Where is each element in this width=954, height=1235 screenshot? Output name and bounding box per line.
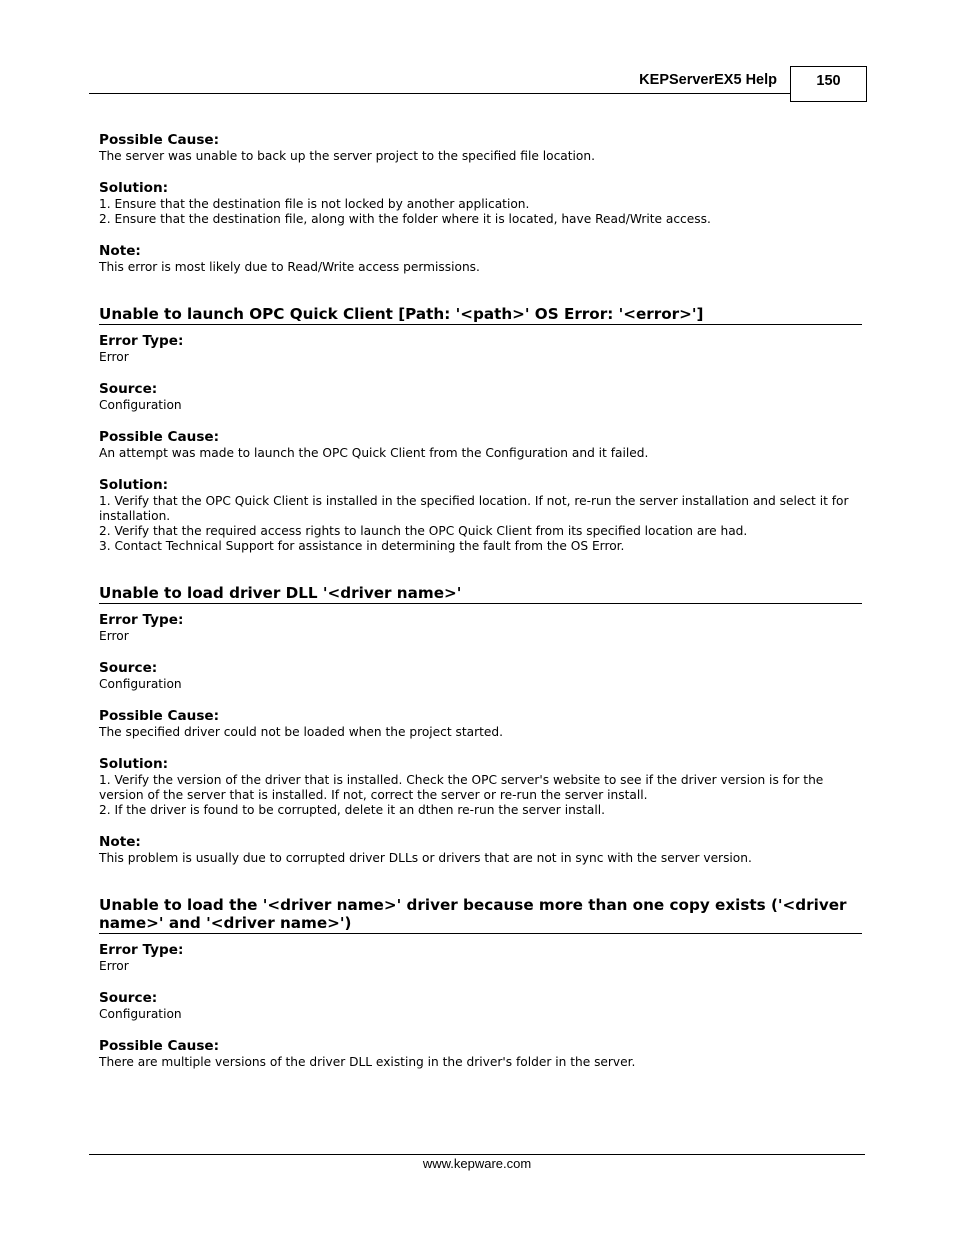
section-text: Error bbox=[99, 959, 129, 973]
section-label: Possible Cause: bbox=[99, 1038, 220, 1054]
error-topic bbox=[99, 584, 862, 866]
section bbox=[99, 660, 862, 692]
section-label: Possible Cause: bbox=[99, 429, 220, 445]
section-text: 2. If the driver is found to be corrupted, delete it an dthen re-run the server install. bbox=[99, 803, 606, 817]
section-text: This error is most likely due to Read/Write access permissions. bbox=[99, 260, 480, 274]
section bbox=[99, 180, 862, 227]
section bbox=[99, 132, 862, 164]
section-text: Configuration bbox=[99, 677, 182, 691]
section-text: There are multiple versions of the driver DLL existing in the driver's folder in the server. bbox=[99, 1055, 636, 1069]
section-label: Note: bbox=[99, 243, 141, 259]
section bbox=[99, 612, 862, 644]
footer-url: www.kepware.com bbox=[422, 1156, 532, 1171]
section-label: Source: bbox=[99, 381, 158, 397]
section-label: Error Type: bbox=[99, 612, 184, 628]
section-text: The server was unable to back up the server project to the specified file location. bbox=[99, 149, 595, 163]
section-label: Possible Cause: bbox=[99, 132, 220, 148]
section-text: Error bbox=[99, 629, 129, 643]
section-text: The specified driver could not be loaded when the project started. bbox=[99, 725, 504, 739]
section bbox=[99, 834, 862, 866]
section bbox=[99, 942, 862, 974]
section-text: This problem is usually due to corrupted driver DLLs or drivers that are not in sync with the server version. bbox=[99, 851, 752, 865]
page-number: 150 bbox=[790, 66, 867, 102]
section bbox=[99, 333, 862, 365]
section-label: Source: bbox=[99, 990, 158, 1006]
section bbox=[99, 477, 862, 554]
section bbox=[99, 381, 862, 413]
section-label: Source: bbox=[99, 660, 158, 676]
section-label: Error Type: bbox=[99, 333, 184, 349]
section bbox=[99, 708, 862, 740]
section bbox=[99, 243, 862, 275]
section-label: Possible Cause: bbox=[99, 708, 220, 724]
help-title: KEPServerEX5 Help bbox=[639, 72, 777, 88]
section-text: 2. Ensure that the destination file, along with the folder where it is located, have Read/Write access. bbox=[99, 212, 711, 226]
section-text: Error bbox=[99, 350, 129, 364]
section bbox=[99, 429, 862, 461]
topic-title: Unable to load the '<driver name>' driver because more than one copy exists ('<driver name>' and '<driver name>') bbox=[99, 896, 862, 934]
section-text: 1. Verify the version of the driver that is installed. Check the OPC server's website to see if the driver version is for the version of the server that is installed. If not, correct the server or re-run the server install. bbox=[99, 773, 824, 802]
topic-title: Unable to load driver DLL '<driver name>' bbox=[99, 584, 862, 604]
section-text: Configuration bbox=[99, 398, 182, 412]
footer-divider bbox=[89, 1154, 865, 1155]
section-text: An attempt was made to launch the OPC Quick Client from the Configuration and it failed. bbox=[99, 446, 649, 460]
section-text: 1. Verify that the OPC Quick Client is installed in the specified location. If not, re-run the server installation and select it for installation. bbox=[99, 494, 849, 523]
header-divider bbox=[89, 93, 791, 94]
section-label: Error Type: bbox=[99, 942, 184, 958]
section-text: 1. Ensure that the destination file is not locked by another application. bbox=[99, 197, 530, 211]
section-text: Configuration bbox=[99, 1007, 182, 1021]
section bbox=[99, 1038, 862, 1070]
topic-title: Unable to launch OPC Quick Client [Path: '<path>' OS Error: '<error>'] bbox=[99, 305, 862, 325]
section-text: 3. Contact Technical Support for assistance in determining the fault from the OS Error. bbox=[99, 539, 625, 553]
section-label: Note: bbox=[99, 834, 141, 850]
section-label: Solution: bbox=[99, 180, 169, 196]
section bbox=[99, 756, 862, 818]
section-text: 2. Verify that the required access rights to launch the OPC Quick Client from its specified location are had. bbox=[99, 524, 748, 538]
section bbox=[99, 990, 862, 1022]
error-topic bbox=[99, 305, 862, 554]
page-content bbox=[99, 132, 862, 1086]
section-label: Solution: bbox=[99, 756, 169, 772]
section-label: Solution: bbox=[99, 477, 169, 493]
error-topic bbox=[99, 896, 862, 1070]
